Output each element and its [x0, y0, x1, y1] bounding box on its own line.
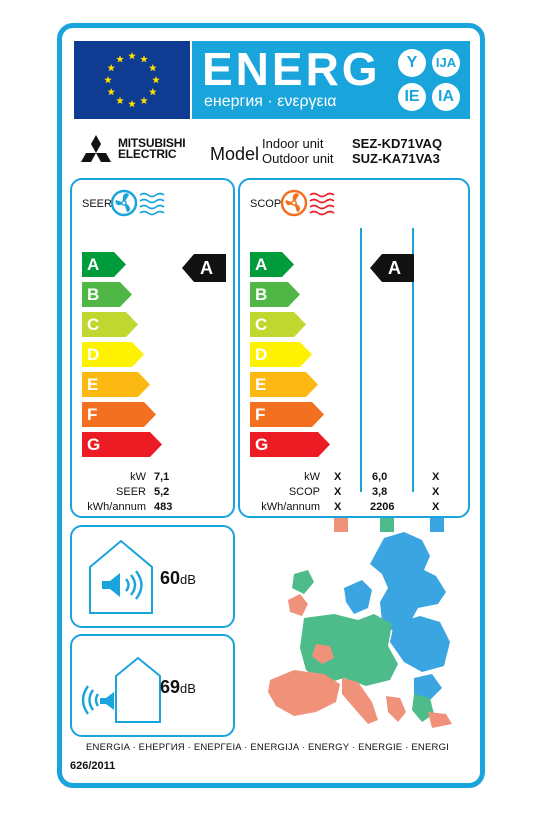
seer-panel — [70, 178, 235, 518]
unit-labels — [262, 136, 334, 166]
scop-average-scop: 3,8 — [372, 486, 388, 498]
seer-class-arrow-a — [82, 252, 126, 277]
outdoor-unit-model: SUZ-KA71VA3 — [352, 151, 440, 166]
three-diamonds-icon — [76, 134, 116, 164]
eu-star-icon — [140, 97, 148, 104]
seer-class-arrow-f — [82, 402, 156, 427]
scop-class-letter: G — [255, 435, 269, 454]
scop-class-letter: F — [255, 405, 266, 424]
suffix-ija: IJA — [432, 49, 460, 77]
scop-colder-scop: X — [432, 486, 440, 498]
heating-fan-icon — [280, 186, 342, 220]
scop-average-kwh: 2206 — [370, 501, 395, 513]
indoor-unit-label: Indoor unit — [262, 136, 324, 151]
scop-class-letter: B — [255, 285, 268, 304]
seer-label-seer: SEER — [116, 486, 146, 498]
seer-class-arrow-b — [82, 282, 132, 307]
seer-rating — [182, 254, 226, 282]
scop-title: SCOP — [250, 198, 282, 210]
scop-class-arrow-f — [250, 402, 324, 427]
scop-class-arrow-g — [250, 432, 330, 457]
indoor-noise-unit: dB — [180, 572, 196, 587]
seer-class-letter: A — [87, 255, 100, 274]
scop-class-arrow-c — [250, 312, 306, 337]
eu-flag — [74, 41, 190, 119]
scop-class-arrow-a — [250, 252, 294, 277]
seer-rating-letter: A — [200, 258, 213, 278]
regulation-number: 626/2011 — [70, 760, 116, 772]
indoor-noise-panel — [70, 525, 235, 628]
scop-panel — [238, 178, 470, 518]
energy-label — [57, 23, 485, 788]
scop-warmer-kw: X — [334, 471, 342, 483]
seer-class-letter: D — [87, 345, 100, 364]
indoor-speaker-icon — [86, 537, 156, 617]
eu-star-icon — [140, 55, 148, 62]
zone-divider-1 — [360, 228, 362, 492]
model-label: Model — [210, 144, 260, 164]
brand-line-2: ELECTRIC — [118, 147, 177, 161]
seer-class-arrow-c — [82, 312, 138, 337]
suffix-y: Y — [398, 49, 426, 77]
seer-class-letter: E — [87, 375, 99, 394]
outdoor-speaker-icon — [78, 646, 162, 726]
indoor-unit-model: SEZ-KD71VAQ — [352, 136, 443, 151]
eu-star-icon — [107, 64, 115, 71]
scop-warmer-scop: X — [334, 486, 342, 498]
seer-class-letter: B — [87, 285, 100, 304]
energy-word: ENERG — [202, 43, 381, 95]
eu-star-icon — [107, 88, 115, 95]
seer-value-seer: 5,2 — [154, 486, 170, 498]
scop-rating — [370, 254, 414, 282]
unit-values — [352, 136, 442, 166]
seer-class-arrow-g — [82, 432, 162, 457]
brand-line-1: MITSUBISHI — [118, 136, 186, 150]
seer-class-letter: C — [87, 315, 100, 334]
scop-class-arrow-e — [250, 372, 318, 397]
eu-star-icon — [128, 52, 136, 59]
outdoor-noise-panel — [70, 634, 235, 737]
brand-name — [118, 138, 185, 160]
seer-title: SEER — [82, 198, 112, 210]
seer-label-kw: kW — [130, 471, 146, 483]
seer-class-arrow-d — [82, 342, 144, 367]
scop-class-letter: E — [255, 375, 267, 394]
eu-star-icon — [128, 100, 136, 107]
eu-star-icon — [116, 55, 124, 62]
energy-subtitle: енергия · ενεργεια — [204, 93, 337, 110]
suffix-ia: IA — [432, 83, 460, 111]
eu-star-icon — [149, 64, 157, 71]
seer-value-kwh: 483 — [154, 501, 173, 513]
scop-class-letter: C — [255, 315, 268, 334]
seer-class-letter: F — [87, 405, 98, 424]
outdoor-unit-label: Outdoor unit — [262, 151, 334, 166]
footer-languages: ENERGIA · ЕНЕРГИЯ · ΕΝΕΡΓΕΙΑ · ENERGIJA · ENERGY · ENERGIE · ENERGI — [86, 742, 449, 753]
scop-class-arrow-d — [250, 342, 312, 367]
outdoor-noise-number: 69 — [160, 677, 181, 697]
eu-star-icon — [149, 88, 157, 95]
suffix-ie: IE — [398, 83, 426, 111]
scop-colder-kw: X — [432, 471, 440, 483]
indoor-noise-value — [160, 567, 196, 591]
seer-value-kw: 7,1 — [154, 471, 170, 483]
scop-colder-kwh: X — [432, 501, 440, 513]
indoor-noise-number: 60 — [160, 568, 181, 588]
scop-warmer-kwh: X — [334, 501, 342, 513]
scop-class-letter: D — [255, 345, 268, 364]
eu-star-icon — [116, 97, 124, 104]
seer-label-kwh: kWh/annum — [87, 501, 146, 513]
outdoor-noise-unit: dB — [180, 681, 196, 696]
eu-stars-icon — [74, 41, 190, 119]
scop-label-scop: SCOP — [288, 486, 320, 498]
scop-average-kw: 6,0 — [372, 471, 388, 483]
seer-class-letter: G — [87, 435, 101, 454]
eu-star-icon — [152, 76, 160, 83]
scop-rating-letter: A — [388, 258, 401, 278]
energy-banner — [192, 41, 470, 119]
scop-label-kw: kW — [304, 471, 320, 483]
outdoor-noise-value — [160, 676, 196, 700]
scop-class-letter: A — [255, 255, 268, 274]
europe-climate-map — [264, 528, 464, 740]
scop-class-arrow-b — [250, 282, 300, 307]
seer-class-arrow-e — [82, 372, 150, 397]
cooling-fan-icon — [110, 186, 172, 220]
scop-label-kwh: kWh/annum — [261, 501, 320, 513]
eu-star-icon — [104, 76, 112, 83]
